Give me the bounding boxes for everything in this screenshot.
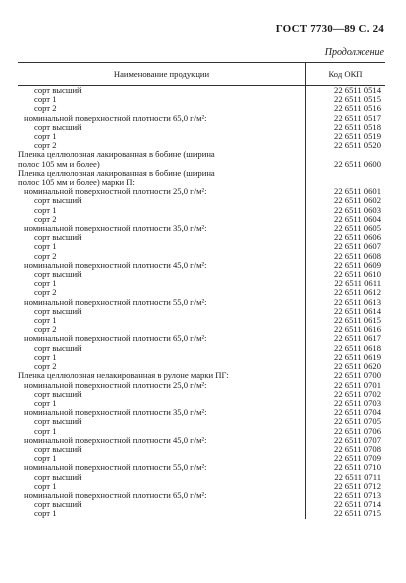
product-name: сорт 2: [34, 287, 57, 298]
product-name: сорт высший: [34, 269, 82, 280]
product-name: сорт 1: [34, 397, 57, 408]
product-name: сорт 2: [34, 324, 57, 335]
table-body: [18, 86, 385, 519]
okp-code: 22 6511 0514: [334, 85, 381, 95]
product-name: номинальной поверхностной плотности 25,0 г/м²:: [24, 186, 207, 197]
product-name: сорт 2: [34, 103, 57, 114]
table-row: [18, 353, 385, 362]
okp-code: 22 6511 0617: [334, 333, 381, 344]
okp-code: 22 6511 0610: [334, 269, 381, 280]
table-row: [18, 233, 385, 242]
okp-code: 22 6511 0712: [334, 480, 381, 491]
okp-code: 22 6511 0614: [334, 305, 381, 316]
okp-code: 22 6511 0703: [334, 397, 381, 408]
product-name: сорт 1: [34, 204, 57, 215]
product-name: номинальной поверхностной плотности 65,0 г/м²:: [24, 112, 207, 123]
product-name: полос 105 мм и более) марки П:: [18, 177, 135, 188]
product-name: сорт 1: [34, 425, 57, 436]
okp-code: 22 6511 0612: [334, 287, 381, 298]
product-name: сорт высший: [34, 471, 82, 482]
product-name: сорт 2: [34, 361, 57, 372]
product-name: сорт 1: [34, 453, 57, 464]
okp-code: 22 6511 0602: [334, 195, 381, 206]
okp-code: 22 6511 0615: [334, 315, 381, 326]
okp-code: 22 6511 0609: [334, 259, 381, 270]
product-name: номинальной поверхностной плотности 45,0 г/м²:: [24, 259, 207, 270]
okp-code: 22 6511 0701: [334, 379, 381, 390]
table-row: [18, 123, 385, 132]
product-name: сорт 1: [34, 241, 57, 252]
table-row: [18, 307, 385, 316]
table-row: [18, 196, 385, 205]
okp-code: 22 6511 0709: [334, 453, 381, 464]
okp-code: 22 6511 0616: [334, 324, 381, 335]
product-name: номинальной поверхностной плотности 55,0 г/м²:: [24, 296, 207, 307]
okp-code: 22 6511 0515: [334, 94, 381, 105]
table-row: [18, 390, 385, 399]
table-row: [18, 316, 385, 325]
product-name: сорт 1: [34, 131, 57, 142]
okp-code: 22 6511 0705: [334, 416, 381, 427]
product-name: номинальной поверхностной плотности 55,0 г/м²:: [24, 462, 207, 473]
column-header-code: Код ОКП: [328, 69, 363, 79]
product-name: номинальной поверхностной плотности 35,0 г/м²:: [24, 223, 207, 234]
page-header: ГОСТ 7730—89 С. 24: [275, 23, 384, 35]
okp-code: 22 6511 0711: [334, 471, 381, 482]
okp-code: [305, 169, 385, 178]
okp-code: 22 6511 0613: [334, 296, 381, 307]
product-name: полос 105 мм и более): [18, 158, 100, 169]
product-name: сорт высший: [34, 85, 82, 95]
okp-code: 22 6511 0704: [334, 407, 381, 418]
product-name: Пленка целлюлозная лакированная в бобине (ширина: [18, 167, 215, 178]
table-row: [18, 445, 385, 454]
product-name: номинальной поверхностной плотности 45,0 г/м²:: [24, 434, 207, 445]
product-name: сорт высший: [34, 342, 82, 353]
okp-code: 22 6511 0702: [334, 388, 381, 399]
product-table: [18, 62, 385, 519]
table-row: [18, 500, 385, 509]
product-name: сорт 2: [34, 213, 57, 224]
okp-code: 22 6511 0700: [334, 370, 381, 381]
okp-code: 22 6511 0619: [334, 351, 381, 362]
product-name: сорт высший: [34, 443, 82, 454]
product-name: номинальной поверхностной плотности 25,0 г/м²:: [24, 379, 207, 390]
okp-code: 22 6511 0710: [334, 462, 381, 473]
product-name: сорт высший: [34, 499, 82, 510]
product-name: сорт высший: [34, 305, 82, 316]
okp-code: 22 6511 0608: [334, 250, 381, 261]
product-name: сорт 2: [34, 140, 57, 151]
okp-code: 22 6511 0713: [334, 489, 381, 500]
continuation-label: Продолжение: [324, 47, 384, 58]
okp-code: 22 6511 0600: [334, 158, 381, 169]
okp-code: 22 6511 0708: [334, 443, 381, 454]
product-name: сорт высший: [34, 416, 82, 427]
table-row: [18, 473, 385, 482]
okp-code: 22 6511 0620: [334, 361, 381, 372]
okp-code: 22 6511 0707: [334, 434, 381, 445]
table-row: [18, 242, 385, 251]
table-row: [18, 206, 385, 215]
product-name: сорт 1: [34, 315, 57, 326]
okp-code: 22 6511 0618: [334, 342, 381, 353]
okp-code: 22 6511 0517: [334, 112, 381, 123]
okp-code: 22 6511 0606: [334, 232, 381, 243]
column-header-name: Наименование продукции: [18, 63, 306, 85]
table-row: [18, 344, 385, 353]
table-row: [18, 509, 385, 518]
product-name: сорт 1: [34, 480, 57, 491]
table-row: [18, 86, 385, 95]
product-name: сорт высший: [34, 388, 82, 399]
okp-code: 22 6511 0611: [334, 278, 381, 289]
table-row: [18, 279, 385, 288]
product-name: номинальной поверхностной плотности 65,0 г/м²:: [24, 489, 207, 500]
okp-code: 22 6511 0715: [334, 508, 381, 519]
product-name: сорт высший: [34, 232, 82, 243]
product-name: сорт 1: [34, 351, 57, 362]
okp-code: 22 6511 0604: [334, 213, 381, 224]
okp-code: 22 6511 0601: [334, 186, 381, 197]
product-name: Пленка целлюлозная лакированная в бобине (ширина: [18, 149, 215, 160]
okp-code: 22 6511 0706: [334, 425, 381, 436]
table-row: [18, 95, 385, 104]
product-name: сорт высший: [34, 121, 82, 132]
okp-code: 22 6511 0518: [334, 121, 381, 132]
okp-code: 22 6511 0516: [334, 103, 381, 114]
table-header: [18, 62, 385, 86]
product-name: сорт 1: [34, 508, 57, 519]
table-row: [18, 270, 385, 279]
okp-code: 22 6511 0714: [334, 499, 381, 510]
table-row: [18, 417, 385, 426]
okp-code: 22 6511 0519: [334, 131, 381, 142]
product-name: номинальной поверхностной плотности 65,0 г/м²:: [24, 333, 207, 344]
product-name: сорт 1: [34, 278, 57, 289]
okp-code: 22 6511 0607: [334, 241, 381, 252]
product-name: сорт 2: [34, 250, 57, 261]
okp-code: 22 6511 0603: [334, 204, 381, 215]
product-name: сорт высший: [34, 195, 82, 206]
okp-code: 22 6511 0520: [334, 140, 381, 151]
okp-code: 22 6511 0605: [334, 223, 381, 234]
product-name: номинальной поверхностной плотности 35,0 г/м²:: [24, 407, 207, 418]
table-row: [18, 132, 385, 141]
product-name: сорт 1: [34, 94, 57, 105]
product-name: Пленка целлюлозная нелакированная в рулоне марки ПГ:: [18, 370, 229, 381]
